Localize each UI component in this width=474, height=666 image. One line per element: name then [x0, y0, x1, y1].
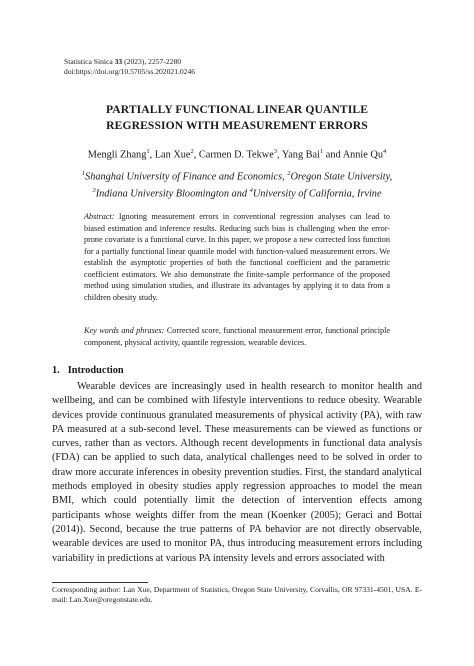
affil-mark: 4 — [249, 187, 253, 195]
author-separator: and — [323, 149, 343, 161]
journal-volume: 33 — [114, 57, 123, 66]
section-title: Introduction — [67, 365, 124, 376]
journal-doi: doi:https://doi.org/10.5705/ss.202021.0246 — [64, 67, 196, 76]
author-affil-mark: 3 — [273, 148, 278, 155]
title-line-1: PARTIALLY FUNCTIONAL LINEAR QUANTILE — [105, 103, 369, 116]
author-list — [20, 145, 454, 162]
author-affil-mark: 1 — [319, 148, 324, 155]
author-affil-mark: 1 — [146, 148, 150, 155]
author-name: Carmen D. Tekwe — [198, 149, 274, 161]
author-name: Mengli Zhang — [87, 149, 147, 161]
author-separator: , — [193, 149, 199, 161]
abstract — [84, 211, 390, 303]
affiliation: University of California, Irvine — [252, 188, 382, 200]
journal-citation — [64, 57, 195, 67]
affiliation: Oregon State University, — [290, 171, 393, 183]
journal-pages: (2023), 2257-2280 — [124, 57, 182, 66]
journal-name: Statistica Sinica — [64, 57, 113, 66]
author-separator: , — [277, 149, 282, 161]
affiliation: Indiana University Bloomington and — [95, 188, 250, 200]
keywords-label: Key words and phrases: — [84, 326, 165, 335]
author-separator: , — [149, 149, 155, 161]
affiliation-line-1 — [20, 167, 454, 184]
affil-mark: 1 — [81, 170, 86, 177]
affiliation-line-2 — [20, 184, 454, 201]
journal-header — [64, 57, 195, 77]
section-number: 1. — [52, 365, 60, 376]
keywords — [84, 325, 390, 348]
section-heading — [52, 364, 124, 378]
author-affil-mark: 4 — [383, 148, 387, 155]
affil-mark: 3 — [92, 187, 96, 195]
affiliation: Shanghai University of Finance and Economics, — [85, 171, 288, 183]
paper-title — [40, 102, 434, 134]
keywords-text: Corrected score, functional measurement error, functional principle component, physical activity, quantile regression, wearable devices. — [84, 326, 390, 347]
abstract-label: Abstract: — [84, 212, 115, 221]
body-paragraph: Wearable devices are increasingly used in health research to monitor health and wellbeing, and can be combined with lifestyle interventions to reduce obesity. Wearable devices provide continuous granulated measurements of physical activity (PA), with raw PA measured at a sub-second level. These measurements can be viewed as functions or curves, rather than as vectors. Although recent developments in functional data analysis (FDA) can be applied to such data, analytical challenges need to be solved in order to draw more accurate inferences in obesity prevention studies. First, the standard analytical methods employed in obesity studies apply regression approaches to model the mean BMI, which could potentially limit the detection of intervention effects among participants whose weights differ from the mean (Koenker (2005); Geraci and Bottai (2014)). Second, because the true patterns of PA behavior are not directly observable, wearable devices are used to monitor PA, thus introducing measurement errors including variability in predictions at various PA intensity levels and errors associated with — [52, 381, 422, 564]
author-name: Annie Qu — [342, 149, 384, 161]
footnote: Corresponding author: Lan Xue, Department of Statistics, Oregon State University, Corvallis, OR 97331-4501, USA. E-mail: Lan.Xue@oregonstate.edu. — [52, 585, 422, 604]
author-name: Yang Bai — [281, 149, 320, 161]
author-name: Lan Xue — [154, 149, 191, 161]
affiliations — [20, 167, 454, 202]
affil-mark: 2 — [287, 170, 291, 177]
title-line-2: REGRESSION WITH MEASUREMENT ERRORS — [106, 119, 368, 132]
author-affil-mark: 2 — [190, 148, 194, 155]
footnote-rule — [52, 582, 148, 583]
abstract-text: Ignoring measurement errors in conventional regression analyses can lead to biased estimation and inference results. Reducing such bias is challenging when the error-prone covariate is a functional curve. In this paper, we propose a new corrected loss function for a partially functional linear quantile model with function-valued measurement errors. We establish the asymptotic properties of both the functional coefficient and the parametric coefficient estimators. We also demonstrate the finite-sample performance of the proposed method using simulation studies, and illustrate its advantages by applying it to data from a children obesity study. — [84, 212, 391, 302]
